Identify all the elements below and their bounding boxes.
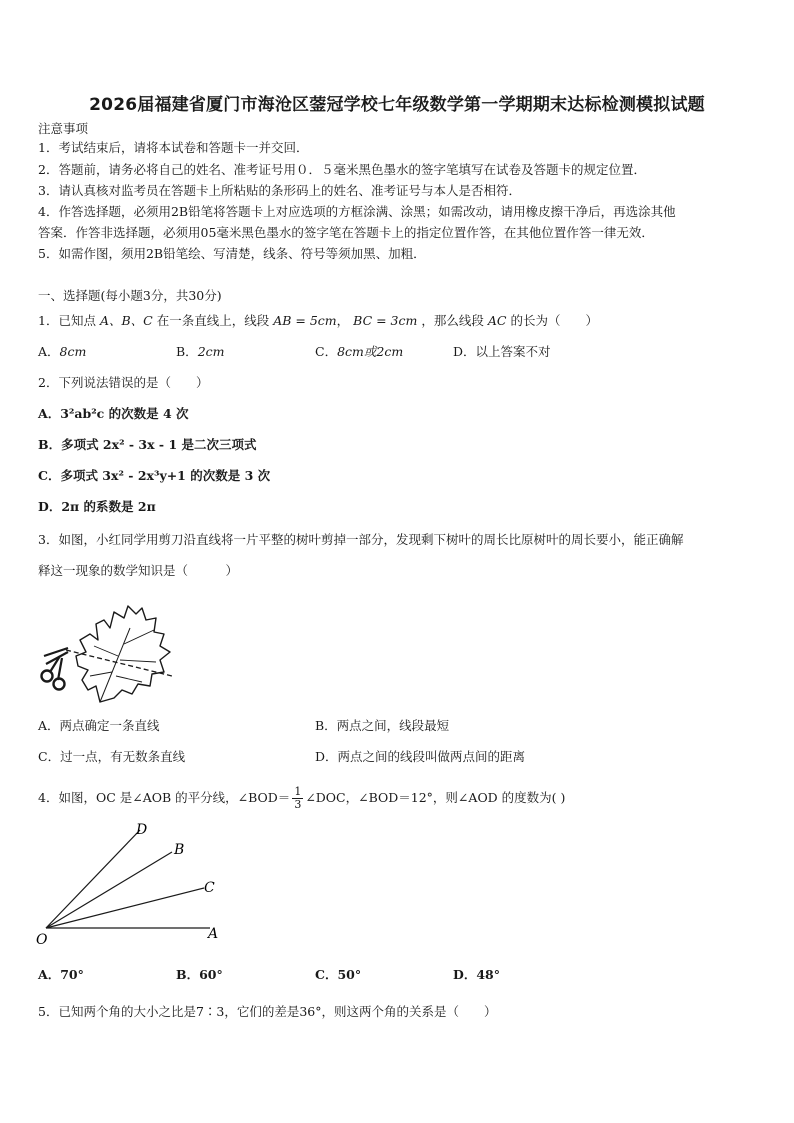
q2-option-b: B．多项式 2x² - 3x - 1 是二次三项式 (38, 437, 257, 452)
notice-item-4: 4．作答选择题，必须用2B铅笔将答题卡上对应选项的方框涂满、涂黑；如需改动，请用橡皮擦干净后，再选涂其他 (38, 204, 676, 219)
q4-option-d: D．48° (453, 967, 500, 982)
label-d: D (136, 822, 148, 838)
ray-oc (46, 888, 204, 928)
q1-option-a: A．8cm (38, 344, 87, 359)
fraction-one-third: $\frac{1}{3}$ (294, 785, 302, 811)
notice-item-1: 1．考试结束后，请将本试卷和答题卡一并交回． (38, 140, 309, 155)
ray-ob (46, 852, 172, 928)
question-3-stem-line2: 释这一现象的数学知识是（ ） (38, 563, 239, 578)
q3-option-d: D．两点之间的线段叫做两点间的距离 (315, 749, 526, 764)
q2-option-a: A．3²ab²c 的次数是 4 次 (38, 406, 189, 421)
q4-option-a: A．70° (38, 967, 84, 982)
label-c: C (204, 880, 215, 896)
q4-option-b: B．60° (176, 967, 223, 982)
notice-item-3: 3．请认真核对监考员在答题卡上所粘贴的条形码上的姓名、准考证号与本人是否相符． (38, 183, 521, 198)
leaf-outline (76, 606, 170, 702)
question-3-stem-line1: 3．如图，小红同学用剪刀沿直线将一片平整的树叶剪掉一部分，发现剩下树叶的周长比原树叶的周长要小，能正确解 (38, 532, 684, 547)
scissors-icon (42, 648, 69, 690)
q3-option-a: A．两点确定一条直线 (38, 718, 160, 733)
label-o: O (36, 932, 48, 948)
notice-item-2: 2．答题前，请务必将自己的姓名、准考证号用０．５毫米黑色墨水的签字笔填写在试卷及答题卡的规定位置． (38, 162, 646, 177)
angle-figure (32, 818, 232, 950)
label-a: A (208, 926, 219, 942)
leaf-scissors-figure (38, 594, 178, 712)
q4-option-c: C．50° (315, 967, 362, 982)
leaf-vein-right (116, 630, 156, 682)
q3-option-c: C．过一点，有无数条直线 (38, 749, 186, 764)
page-title: 2026届福建省厦门市海沧区蓥冠学校七年级数学第一学期期末达标检测模拟试题 (89, 95, 705, 115)
notice-heading: 注意事项 (38, 121, 89, 136)
q2-option-d: D．2π 的系数是 2π (38, 499, 156, 514)
notice-item-5: 5．如需作图，须用2B铅笔绘、写清楚，线条、符号等须加黑、加粗． (38, 246, 426, 261)
q1-option-d: D．以上答案不对 (453, 344, 551, 359)
q1-option-c: C．8cm或2cm (315, 344, 404, 359)
label-b: B (174, 842, 185, 858)
q1-option-b: B．2cm (176, 344, 225, 359)
question-2-stem: 2．下列说法错误的是（ ） (38, 375, 209, 390)
question-1-stem: 1．已知点 A、B、C 在一条直线上，线段 AB = 5cm， BC = 3cm ，那么线段 AC 的长为（ ） (38, 313, 598, 328)
notice-item-4-cont: 答案．作答非选择题，必须用05毫米黑色墨水的签字笔在答题卡上的指定位置作答，在其他位置作答一律无效． (38, 225, 654, 240)
ray-od (46, 830, 140, 928)
q3-option-b: B．两点之间，线段最短 (315, 718, 450, 733)
leaf-vein-left (90, 646, 118, 676)
question-5-stem: 5．已知两个角的大小之比是7∶3，它们的差是36°，则这两个角的关系是（ ） (38, 1004, 497, 1019)
q2-option-c: C．多项式 3x² - 2x³y+1 的次数是 3 次 (38, 468, 271, 483)
question-4-stem: 4．如图，OC 是∠AOB 的平分线，∠BOD＝ $\frac{1}{3}$ ∠DOC，∠BOD＝12°，则∠AOD 的度数为( ) (38, 785, 566, 811)
section-heading: 一、选择题(每小题3分，共30分) (38, 288, 222, 303)
